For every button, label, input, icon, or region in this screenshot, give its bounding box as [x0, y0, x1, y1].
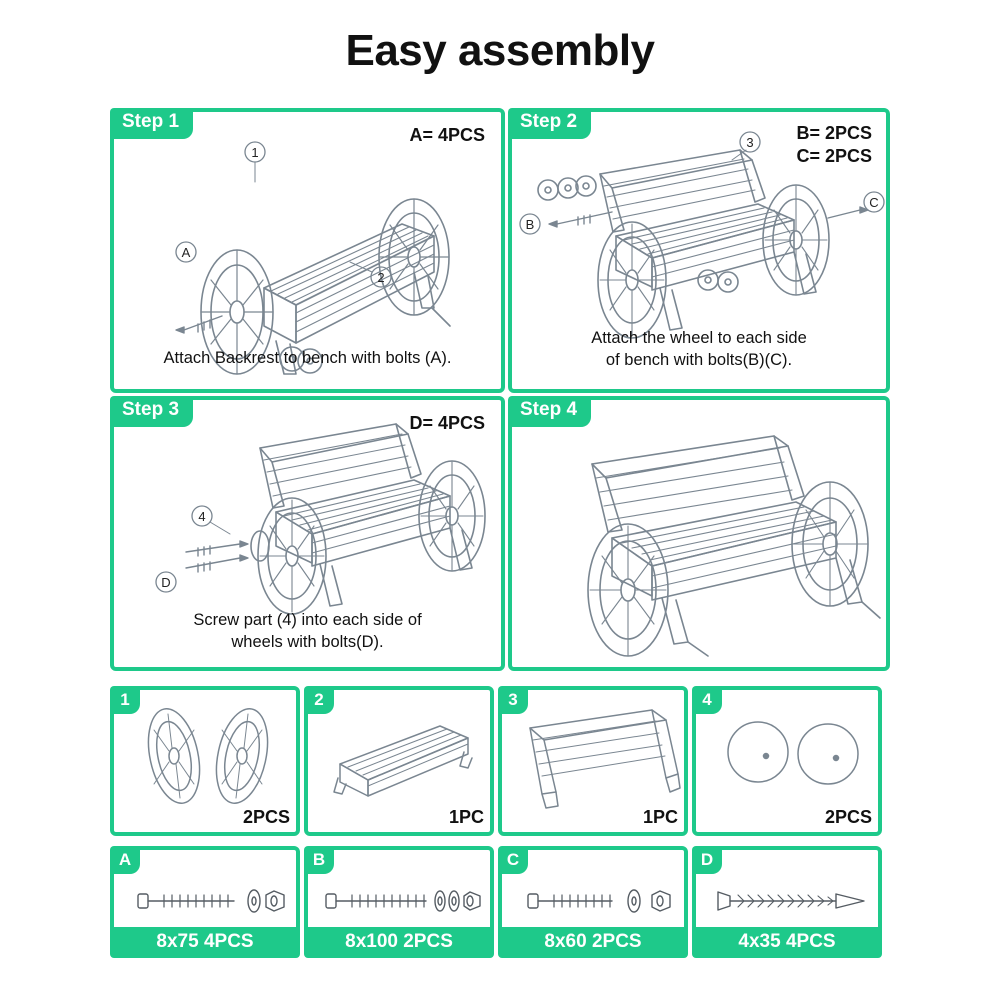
- step-3-caption-line-2: wheels with bolts(D).: [231, 632, 384, 651]
- part-1-panel: [110, 686, 300, 836]
- hardware-c-tab: C: [498, 846, 528, 874]
- part-4-qty: 2PCS: [824, 807, 872, 827]
- part-3-tab: 3: [498, 686, 528, 714]
- step-1-caption: Attach Backrest to bench with bolts (A).: [163, 348, 452, 367]
- page-title: Easy assembly: [345, 26, 655, 75]
- step-2-tab: Step 2: [508, 108, 591, 139]
- step-3-caption: [114, 610, 501, 653]
- svg-text:A: A: [181, 245, 191, 260]
- part-1-qty: 2PCS: [242, 807, 290, 827]
- step-2-qty-line-2: C= 2PCS: [796, 145, 872, 166]
- hardware-b-label: 8x100 2PCS: [304, 927, 494, 958]
- svg-text:C: C: [869, 195, 879, 210]
- hardware-d-tab: D: [692, 846, 722, 874]
- part-2-qty: 1PC: [448, 807, 484, 827]
- step-2-qty-note: [796, 122, 872, 167]
- step-4-illustration: [512, 400, 886, 667]
- step-3-caption-line-1: Screw part (4) into each side of: [193, 611, 422, 630]
- svg-text:D: D: [161, 575, 171, 590]
- part-1-tab: 1: [110, 686, 140, 714]
- step-3-tab: Step 3: [110, 396, 193, 427]
- svg-text:1: 1: [251, 145, 259, 160]
- hardware-a-panel: [110, 846, 300, 958]
- part-2-tab: 2: [304, 686, 334, 714]
- hardware-c-label: 8x60 2PCS: [498, 927, 688, 958]
- hardware-b-tab: B: [304, 846, 334, 874]
- part-3-qty: 1PC: [642, 807, 678, 827]
- svg-text:B: B: [525, 217, 535, 232]
- hardware-b-panel: [304, 846, 494, 958]
- step-2-caption-line-2: of bench with bolts(B)(C).: [605, 350, 793, 369]
- hardware-a-tab: A: [110, 846, 140, 874]
- step-4-panel: [508, 396, 890, 671]
- step-1-qty-note: A= 4PCS: [409, 125, 485, 145]
- step-3-panel: [110, 396, 505, 671]
- part-2-panel: [304, 686, 494, 836]
- part-3-panel: [498, 686, 688, 836]
- hardware-c-panel: [498, 846, 688, 958]
- hardware-d-panel: [692, 846, 882, 958]
- hardware-a-label: 8x75 4PCS: [110, 927, 300, 958]
- part-4-tab: 4: [692, 686, 722, 714]
- svg-text:2: 2: [377, 270, 385, 285]
- step-4-tab: Step 4: [508, 396, 591, 427]
- step-2-caption-line-1: Attach the wheel to each side: [591, 329, 807, 348]
- step-2-panel: [508, 108, 890, 393]
- hardware-d-label: 4x35 4PCS: [692, 927, 882, 958]
- step-1-panel: [110, 108, 505, 393]
- step-1-tab: Step 1: [110, 108, 193, 139]
- step-2-caption: [512, 328, 886, 371]
- step-3-qty-note: D= 4PCS: [409, 413, 485, 433]
- part-4-panel: [692, 686, 882, 836]
- svg-text:4: 4: [198, 509, 206, 524]
- svg-text:3: 3: [746, 135, 754, 150]
- step-2-qty-line-1: B= 2PCS: [796, 123, 872, 143]
